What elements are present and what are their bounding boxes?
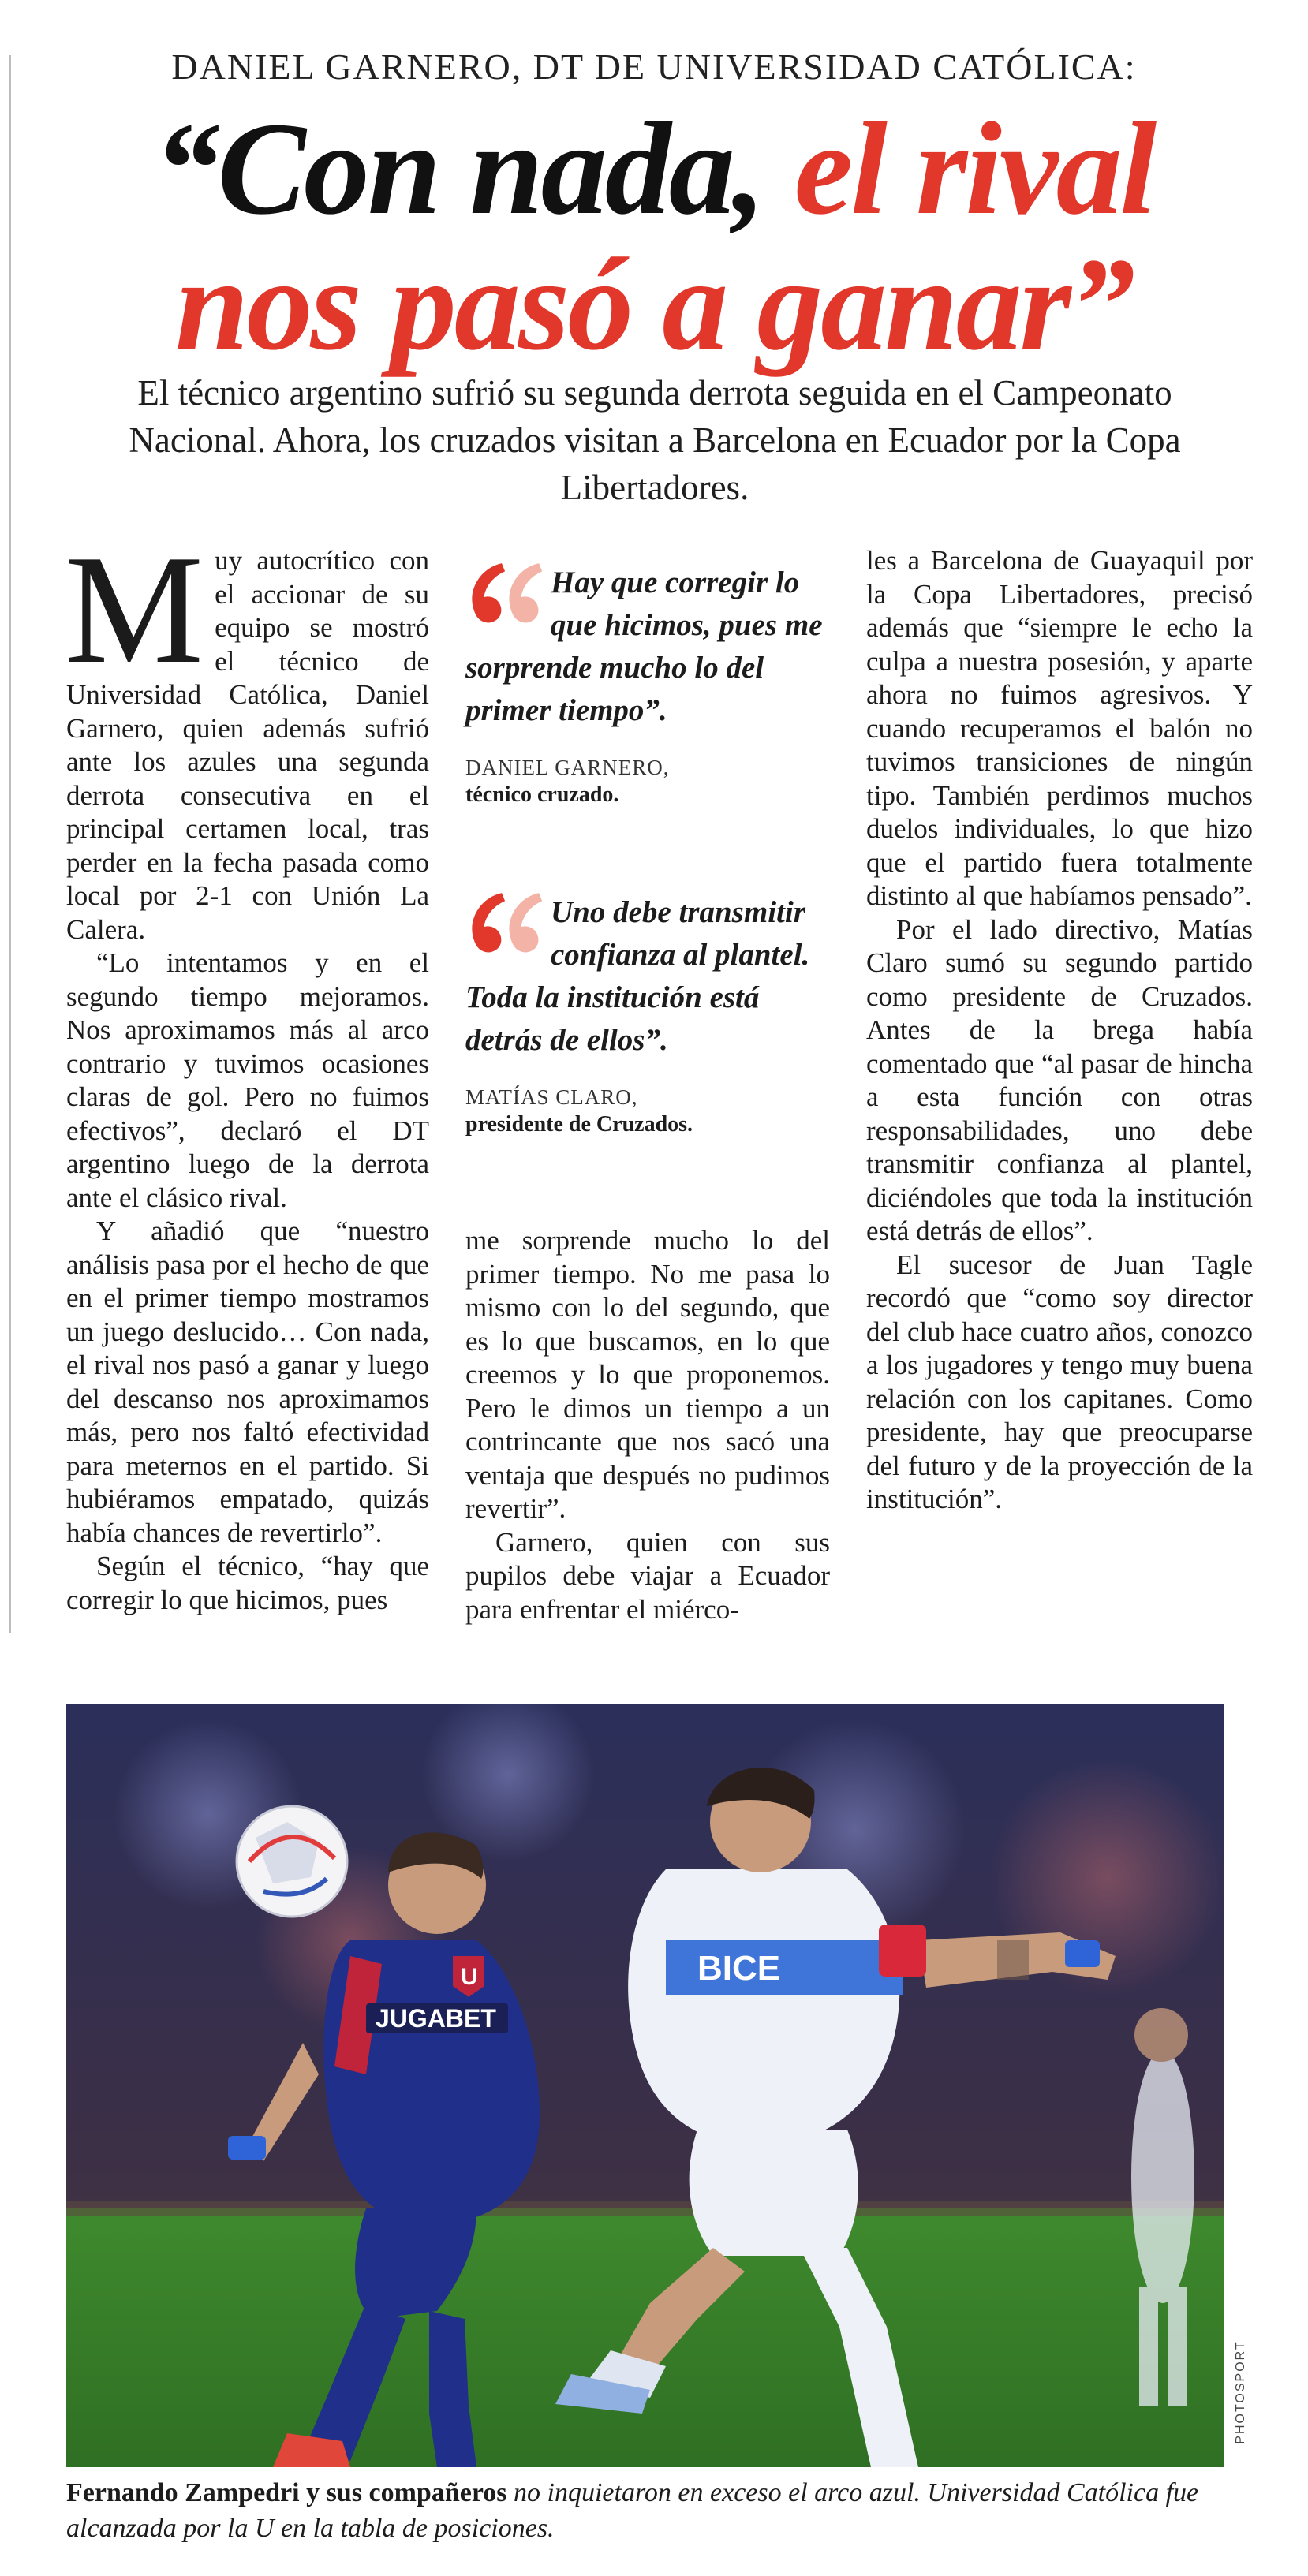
- quote-role: presidente de Cruzados.: [465, 1112, 693, 1137]
- kicker: DANIEL GARNERO, DT DE UNIVERSIDAD CATÓLICA:: [171, 47, 1137, 87]
- body-paragraph: Según el técnico, “hay que corregir lo que hicimos, pues: [66, 1551, 429, 1615]
- match-photo: [66, 1704, 1224, 2467]
- photo-credit-text: PHOTOSPORT: [1234, 2340, 1247, 2444]
- headline-part-3: nos pasó a ganar”: [174, 231, 1133, 378]
- quote-mark-icon: [461, 558, 543, 626]
- quote-role: técnico cruzado.: [465, 782, 619, 807]
- ball-graphic: [237, 1806, 347, 1917]
- pull-quote-1: [465, 562, 836, 809]
- quote-author: DANIEL GARNERO,: [465, 756, 670, 779]
- body-column-2: [465, 1224, 830, 1626]
- quote-author: MATÍAS CLARO,: [465, 1085, 638, 1109]
- body-paragraph: Por el lado directivo, Matías Claro sumó su segundo partido como presidente de Cruzados. Antes de la brega había comentado que “al pasar de hincha a esta función con otras responsabilidades, uno debe transmitir confianza al plantel, diciéndoles que toda la institución está detrás de ellos”.: [866, 913, 1253, 1246]
- body-paragraph: “Lo intentamos y en el segundo tiempo mejoramos. Nos aproximamos más al arco contrario y tuvimos ocasiones claras de gol. Pero no fuimos efectivos”, declaró el DT argentino luego de la derrota ante el clásico rival.: [66, 947, 429, 1213]
- caption-italic: no inquietaron en exceso el arco azul. Universidad Católica fue alcanzada por la U en la tabla de posiciones.: [66, 2478, 1199, 2543]
- body-paragraph: les a Barcelona de Guayaquil por la Copa Libertadores, precisó además que “siempre le echo la culpa a nuestra posesión, y aparte ahora no fuimos agresivos. Y cuando recuperamos el balón no tuvimos transiciones de ningún tipo. También perdimos muchos duelos individuales, lo que hizo que el partido fuera totalmente distinto al que habíamos pensado”.: [866, 545, 1253, 911]
- headline-part-2: el rival: [794, 95, 1155, 242]
- paragraph-text: uy autocrítico con el accionar de su equipo se mostró el técnico de Universidad Católica, Daniel Garnero, quien además sufrió ante los azules una segunda derrota consecutiva en el principal certamen local, tras perder en la fecha pasada como local por 2-1 con Unión La Calera.: [66, 545, 429, 945]
- photo-credit: [1224, 2325, 1256, 2467]
- deck: El técnico argentino sufrió su segunda derrota seguida en el Campeonato Nacional. Ahora, los cruzados visitan a Barcelona en Ecuador por la Copa Libertadores.: [129, 373, 1181, 507]
- match-photo-illustration: [66, 1704, 1224, 2467]
- body-column-3: [866, 544, 1253, 1517]
- headline-part-1: “Con nada,: [153, 95, 794, 242]
- body-column-1: [65, 523, 429, 1656]
- jersey-sponsor-left: JUGABET: [376, 2004, 496, 2033]
- body-paragraph: El sucesor de Juan Tagle recordó que “como soy director del club hace cuatro años, conozco a los jugadores y tengo muy buena relación con los capitanes. Como presidente, hay que preocuparse del futuro y de la proyección de la institución”.: [866, 1249, 1253, 1514]
- jersey-sponsor-right: BICE: [697, 1949, 781, 1988]
- dropcap: M: [65, 523, 204, 696]
- body-paragraph: [65, 523, 429, 946]
- body-paragraph: Garnero, quien con sus pupilos debe viajar a Ecuador para enfrentar el miérco-: [465, 1526, 830, 1625]
- quote-text: Hay que corregir lo que hicimos, pues me sorprende mucho lo del primer tiempo”.: [465, 566, 823, 727]
- quote-text: Uno debe transmitir confianza al plantel. Toda la institución está detrás de ellos”.: [465, 895, 810, 1057]
- quote-mark-icon: [461, 888, 543, 956]
- caption-bold: Fernando Zampedri y sus compañeros: [66, 2478, 507, 2507]
- jersey-crest: U: [461, 1964, 478, 1990]
- body-paragraph: me sorprende mucho lo del primer tiempo. No me pasa lo mismo con lo del segundo, que es lo que buscamos, en lo que creemos y lo que proponemos. Pero le dimos un tiempo a un contrincante que nos sacó una ventaja que después no pudimos revertir”.: [465, 1225, 830, 1524]
- body-paragraph: Y añadió que “nuestro análisis pasa por el hecho de que en el primer tiempo mostramos un juego deslucido… Con nada, el rival nos pasó a ganar y luego del descanso nos aproximamos más, pero nos faltó efectividad para meternos en el partido. Si hubiéramos empatado, quizás había chances de revertirlo”.: [66, 1215, 429, 1548]
- pull-quote-2: [465, 891, 836, 1139]
- photo-caption: [66, 2475, 1226, 2546]
- headline: [0, 95, 1308, 378]
